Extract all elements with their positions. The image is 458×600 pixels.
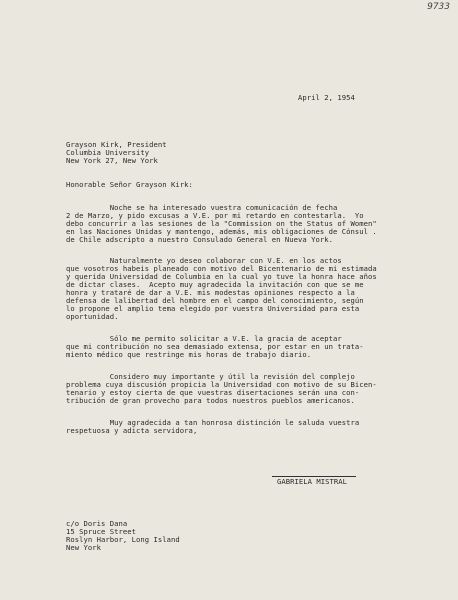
paragraph-1-line-3: debo concurrir a las sesiones de la "Commission on the Status of Women" [66, 219, 377, 228]
paragraph-3-line-3: miento médico que restringe mis horas de trabajo diario. [66, 350, 312, 359]
recipient-city: New York 27, New York [66, 156, 158, 165]
paragraph-4-line-2: problema cuya discusión propicia la Universidad con motivo de su Bicen- [66, 380, 377, 389]
address-line-1: c/o Doris Dana [66, 519, 128, 528]
paragraph-2-line-7: lo propone el amplio tema elegido por vuestra Universidad para esta [66, 304, 360, 313]
paragraph-2-line-4: de dictar clases. Acepto muy agradecida la invitación con que se me [66, 280, 364, 289]
paragraph-2-line-2: que vosotros habeis planeado con motivo del Bicentenario de mi estimada [66, 264, 377, 273]
paragraph-5-line-1: Muy agradecida a tan honrosa distinción le saluda vuestra [66, 418, 360, 427]
paragraph-3-line-1: Sólo me permito solicitar a V.E. la gracia de aceptar [66, 334, 342, 343]
salutation: Honorable Señor Grayson Kirk: [66, 180, 193, 189]
paragraph-4-line-4: tribución de gran provecho para todos nuestros pueblos americanos. [66, 396, 355, 405]
recipient-institution: Columbia University [66, 148, 150, 157]
paragraph-4-line-1: Considero muy importante y útil la revisión del complejo [66, 372, 355, 381]
paragraph-1-line-4: en las Naciones Unidas y mantengo, además, mis obligaciones de Cónsul . [66, 227, 377, 236]
paragraph-2-line-3: y querida Universidad de Columbia en la cual yo tuve la honra hace años [66, 272, 377, 281]
paragraph-2-line-5: honra y trataré de dar a V.E. mis modestas opiniones respecto a la [66, 288, 355, 297]
address-line-2: 15 Spruce Street [66, 527, 137, 536]
signature-name: GABRIELA MISTRAL [277, 477, 348, 486]
paragraph-1-line-1: Noche se ha interesado vuestra comunicación de fecha [66, 203, 338, 212]
paragraph-5-line-2: respetuosa y adicta servidora, [66, 426, 198, 435]
recipient-name: Grayson Kirk, President [66, 140, 167, 149]
paragraph-3-line-2: que mi contribución no sea demasiado extensa, por estar en un trata- [66, 342, 364, 351]
paragraph-1-line-2: 2 de Marzo, y pido excusas a V.E. por mi retardo en contestarla. Yo [66, 211, 364, 220]
letter-date: April 2, 1954 [298, 93, 355, 102]
paragraph-1-line-5: de Chile adscripto a nuestro Consulado General en Nueva York. [66, 235, 334, 244]
paragraph-2-line-1: Naturalmente yo deseo colaborar con V.E. en los actos [66, 256, 342, 265]
paragraph-4-line-3: tenario y estoy cierta de que vuestras disertaciones serán una con- [66, 388, 360, 397]
paragraph-2-line-8: oportunidad. [66, 312, 119, 321]
paragraph-2-line-6: defensa de lalibertad del hombre en el campo del conocimiento, según [66, 296, 364, 305]
address-line-4: New York [66, 543, 102, 552]
document-number: 9733 [427, 2, 450, 12]
address-line-3: Roslyn Harbor, Long Island [66, 535, 180, 544]
